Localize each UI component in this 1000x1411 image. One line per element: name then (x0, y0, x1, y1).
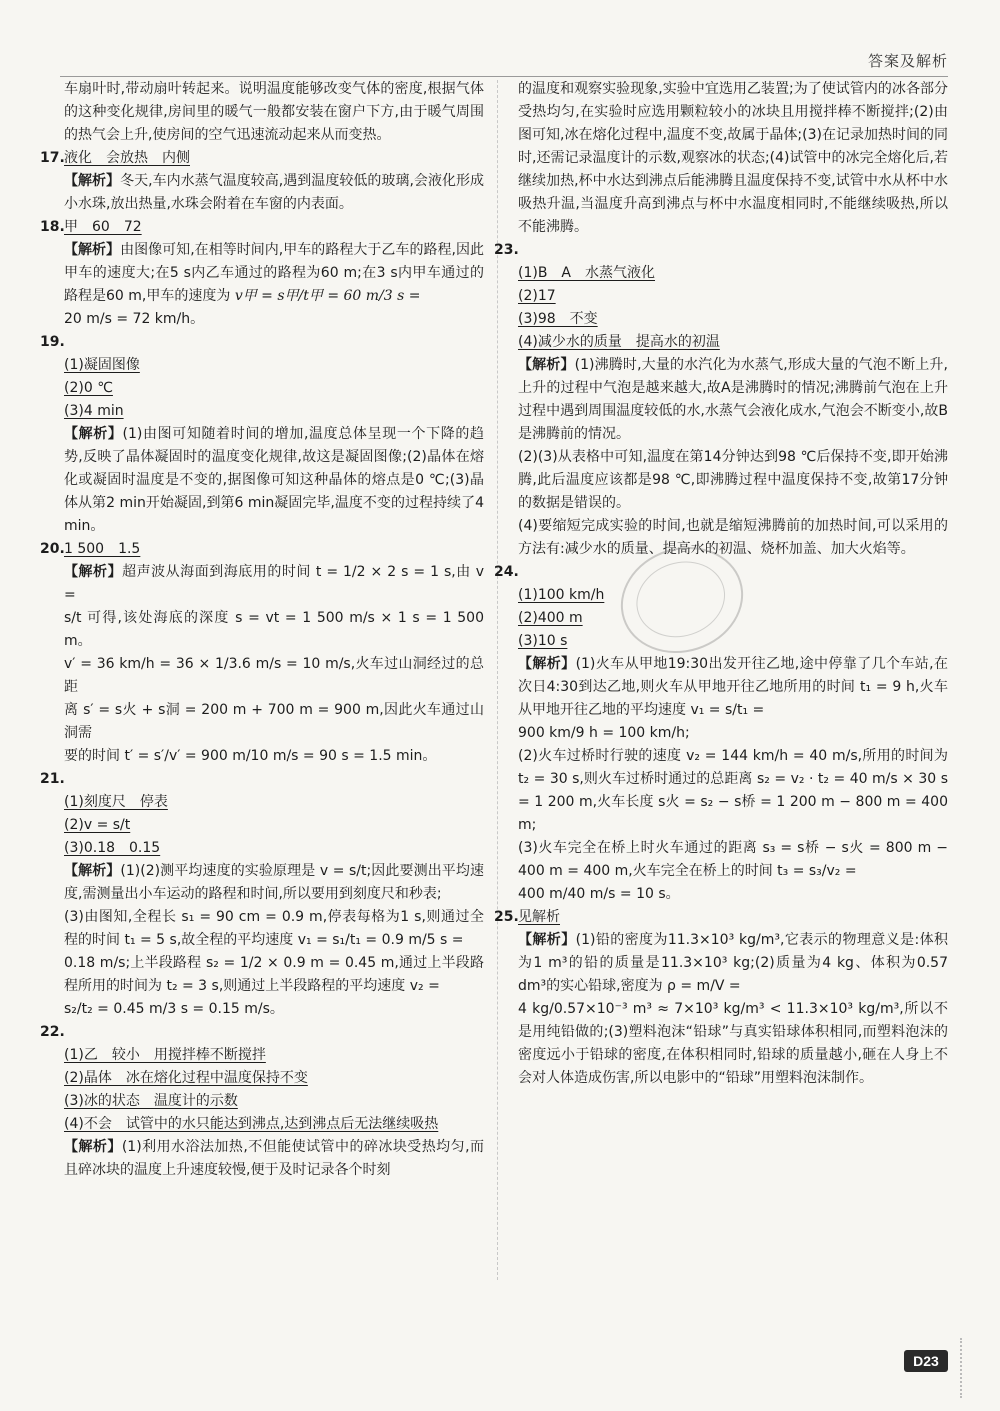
question-number: 20. (40, 541, 65, 557)
left-column (40, 78, 485, 1182)
analysis (64, 423, 484, 538)
answer-item: (2)v = s/t (64, 817, 131, 833)
question-number: 18. (40, 219, 65, 235)
analysis (64, 170, 484, 216)
question-22 (40, 1021, 485, 1182)
question-18 (40, 216, 485, 331)
question-25 (494, 906, 948, 1090)
answer-item: (2)17 (518, 288, 556, 304)
analysis-text: 400 m/40 m/s = 10 s。 (518, 886, 680, 902)
analysis-text: (3)由图知,全程长 s₁ = 90 cm = 0.9 m,停表每格为1 s,则通过全程的时间 t₁ = 5 s,故全程的平均速度 v₁ = s₁/t₁ = 0.9 m/5 s = (64, 909, 484, 948)
answer-item: (3)98 不变 (518, 311, 598, 327)
analysis-line: s/t 可得,该处海底的深度 s = vt = 1 500 m/s × 1 s = 1 500 m。 (64, 610, 484, 649)
analysis-line: 离 s′ = s火 + s洞 = 200 m + 700 m = 900 m,因此火车通过山洞需 (64, 702, 484, 741)
header-title: 答案及解析 (867, 52, 948, 70)
question-number: 22. (40, 1024, 65, 1040)
continued-text: 车扇叶时,带动扇叶转起来。说明温度能够改变气体的密度,根据气体的这种变化规律,房间里的暖气一般都安装在窗户下方,由于暖气周围的热气会上升,使房间的空气迅速流动起来从而变热。 (64, 81, 484, 143)
analysis-tag: 【解析】 (64, 564, 123, 580)
analysis-text: 冬天,车内水蒸气温度较高,遇到温度较低的玻璃,会液化形成小水珠,放出热量,水珠会附着在车窗的内表面。 (64, 173, 485, 212)
question-number: 24. (494, 564, 519, 580)
analysis-tag: 【解析】 (64, 1139, 122, 1155)
question-number: 25. (494, 909, 519, 925)
answer-item: (1)刻度尺 停表 (64, 794, 168, 810)
question-number: 19. (40, 334, 65, 350)
answer-item: (1)凝固图像 (64, 357, 140, 373)
continued-text: 的温度和观察实验现象,实验中宜选用乙装置;为了使试管内的冰各部分受热均匀,在实验时应选用颗粒较小的冰块且用搅拌棒不断搅拌;(2)由图可知,冰在熔化过程中,温度不变,故属于晶体;(3)在记录加热时间的同时,还需记录温度计的示数,观察冰的状态;(4)试管中的冰完全熔化后,若继续加热,杯中水达到沸点后能沸腾且温度保持不变,试管中水从杯中水吸热升温,当温度升高到沸点与杯中水温度相同时,不能继续吸热,所以不能沸腾。 (518, 81, 948, 235)
analysis-text: s₂/t₂ = 0.45 m/3 s = 0.15 m/s。 (64, 1001, 284, 1017)
answer-item: (3)10 s (518, 633, 568, 649)
analysis-tag: 【解析】 (64, 242, 121, 258)
analysis-text: 900 km/9 h = 100 km/h; (518, 725, 690, 741)
analysis-text: 0.18 m/s;上半段路程 s₂ = 1/2 × 0.9 m = 0.45 m,通过上半段路程所用的时间为 t₂ = 3 s,则通过上半段路程的平均速度 v₂ = (64, 955, 484, 994)
answer-item: (4)不会 试管中的水只能达到沸点,达到沸点后无法继续吸热 (64, 1116, 439, 1132)
analysis (518, 929, 948, 998)
question-20 (40, 538, 484, 768)
answer: 甲 60 72 (64, 219, 142, 235)
velocity-equation: v甲 = s甲/t甲 = 60 m/3 s = (234, 288, 421, 304)
analysis-text: (4)要缩短完成实验的时间,也就是缩短沸腾前的加热时间,可以采用的方法有:减少水的质量、提高水的初温、烧杯加盖、加大火焰等。 (518, 518, 948, 557)
analysis-text: (3)火车完全在桥上时火车通过的距离 s₃ = s桥 − s火 = 800 m − 400 m = 400 m,火车完全在桥上的时间 t₃ = s₃/v₂ = (518, 840, 948, 879)
answer: 见解析 (518, 909, 560, 925)
analysis-text: (1)由图可知随着时间的增加,温度总体呈现一个下降的趋势,反映了晶体凝固时的温度变化规律,故这是凝固图像;(2)晶体在熔化或凝固时温度是不变的,据图像可知这种晶体的熔点是0 ℃;(3)晶体从第2 min开始凝固,到第6 min凝固完毕,温度不变的过程持续了4 min。 (64, 426, 484, 534)
question-23 (494, 239, 948, 561)
page-number: D23 (904, 1350, 948, 1372)
analysis (64, 1136, 484, 1182)
analysis-text: (1)沸腾时,大量的水汽化为水蒸气,形成大量的气泡不断上升,上升的过程中气泡是越来越大,故A是沸腾时的情况;沸腾前气泡在上升过程中遇到周围温度较低的水,水蒸气会液化成水,气泡会不断变小,故B是沸腾前的情况。 (518, 357, 948, 442)
analysis-tag: 【解析】 (64, 426, 123, 442)
answer-item: (1)乙 较小 用搅拌棒不断搅拌 (64, 1047, 266, 1063)
analysis (518, 653, 948, 722)
analysis-text: 4 kg/0.57×10⁻³ m³ ≈ 7×10³ kg/m³ < 11.3×10³ kg/m³,所以不是用纯铅做的;(3)塑料泡沫“铅球”与真实铅球体积相同,而塑料泡沫的密度远小于铅球的密度,在体积相同时,铅球的质量越小,砸在人身上不会对人体造成伤害,所以电影中的“铅球”用塑料泡沫制作。 (518, 1001, 948, 1086)
question-17 (40, 147, 485, 216)
analysis-line: v′ = 36 km/h = 36 × 1/3.6 m/s = 10 m/s,火车过山洞经过的总距 (64, 656, 484, 695)
analysis-tag: 【解析】 (64, 863, 121, 879)
analysis-tag: 【解析】 (518, 357, 575, 373)
analysis-result: 20 m/s = 72 km/h。 (64, 311, 205, 327)
page-header (60, 46, 948, 77)
answer-item: (1)B A 水蒸气液化 (518, 265, 656, 281)
analysis (64, 239, 484, 308)
answer-item: (3)0.18 0.15 (64, 840, 161, 856)
analysis-text: (1)铅的密度为11.3×10³ kg/m³,它表示的物理意义是:体积为1 m³的铅的质量是11.3×10³ kg;(2)质量为4 kg、体积为0.57 dm³的实心铅球,密度为 ρ = m/V = (518, 932, 948, 994)
question-number: 23. (494, 242, 519, 258)
analysis-line: 要的时间 t′ = s′/v′ = 900 m/10 m/s = 90 s = 1.5 min。 (64, 748, 437, 764)
answer-item: (3)冰的状态 温度计的示数 (64, 1093, 238, 1109)
analysis (64, 561, 484, 607)
analysis-text: (1)火车从甲地19:30出发开往乙地,途中停靠了几个车站,在次日4:30到达乙地,则火车从甲地开往乙地所用的时间 t₁ = 9 h,火车从甲地开往乙地的平均速度 v₁ = s/t₁ = (518, 656, 948, 718)
answer-item: (2)400 m (518, 610, 583, 626)
analysis-text: (2)火车过桥时行驶的速度 v₂ = 144 km/h = 40 m/s,所用的时间为 t₂ = 30 s,则火车过桥时通过的总距离 s₂ = v₂ · t₂ = 40 m/s × 30 s = 1 200 m,火车长度 s火 = s₂ − s桥 = 1 200 m − 800 m = 400 m; (518, 748, 948, 833)
stamp-inner-ring (627, 550, 735, 648)
answer-item: (2)晶体 冰在熔化过程中温度保持不变 (64, 1070, 308, 1086)
page-edge-dots (948, 1338, 962, 1398)
answer-item: (1)100 km/h (518, 587, 605, 603)
answer: 1 500 1.5 (64, 541, 141, 557)
analysis-tag: 【解析】 (64, 173, 121, 189)
analysis-tag: 【解析】 (518, 656, 576, 672)
answer: 液化 会放热 内侧 (64, 150, 190, 166)
analysis (64, 860, 484, 906)
analysis-text: (1)(2)测平均速度的实验原理是 v = s/t;因此要测出平均速度,需测量出小车运动的路程和时间,所以要用到刻度尺和秒表; (64, 863, 485, 902)
question-number: 17. (40, 150, 65, 166)
analysis-text: (2)(3)从表格中可知,温度在第14分钟达到98 ℃后保持不变,即开始沸腾,此后温度应该都是98 ℃,即沸腾过程中温度保持不变,故第17分钟的数据是错误的。 (518, 449, 948, 511)
analysis (518, 354, 948, 446)
analysis-tag: 【解析】 (518, 932, 576, 948)
question-19 (40, 331, 484, 538)
answer-item: (4)减少水的质量 提高水的初温 (518, 334, 720, 350)
question-number: 21. (40, 771, 65, 787)
analysis-text: (1)利用水浴法加热,不但能使试管中的碎冰块受热均匀,而且碎冰块的温度上升速度较慢,便于及时记录各个时刻 (64, 1139, 485, 1178)
answer-item: (3)4 min (64, 403, 124, 419)
question-21 (40, 768, 485, 1021)
analysis-text: 由图像可知,在相等时间内,甲车的路程大于乙车的路程,因此甲车的速度大;在5 s内乙车通过的路程为60 m;在3 s内甲车通过的路程是60 m,甲车的速度为 (64, 242, 485, 304)
analysis-line: 超声波从海面到海底用的时间 t = 1/2 × 2 s = 1 s,由 v = (64, 564, 484, 603)
answer-item: (2)0 ℃ (64, 380, 113, 396)
